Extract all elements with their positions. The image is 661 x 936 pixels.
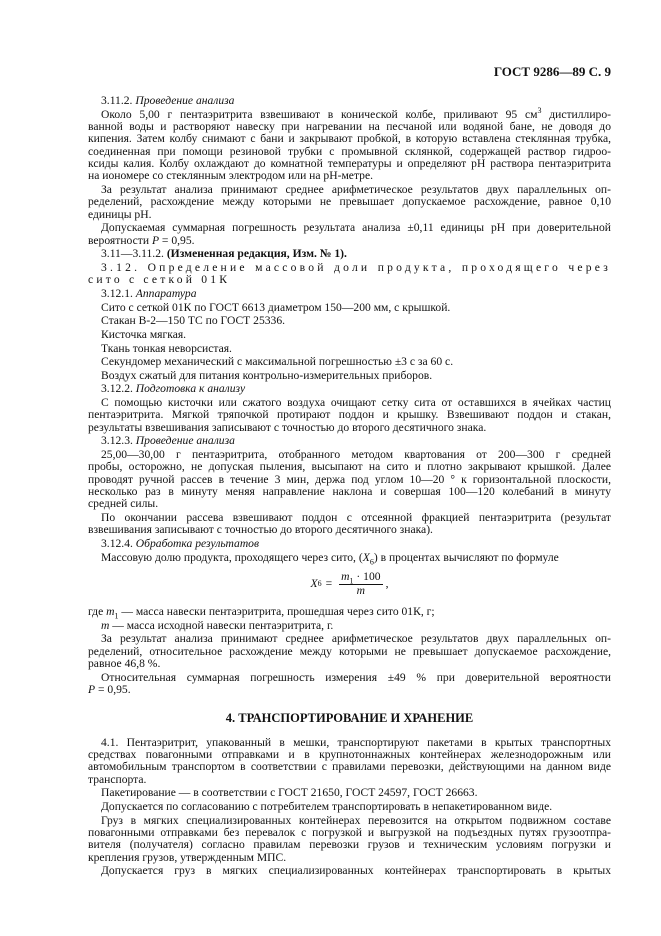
text-line bbox=[88, 801, 611, 813]
paragraph bbox=[88, 801, 611, 813]
text-segment: По окончании рассева взвешивают поддон с отсеянной фракцией пентаэритрита (результат bbox=[101, 511, 611, 525]
text-segment: ксиды калия. Колбу охлаждают до комнатной температуры и определяют pH раствора пентаэритрита bbox=[88, 157, 611, 171]
section-formula-legend bbox=[88, 606, 611, 696]
text-segment: пентаэритрита. Мягкой тряпочкой протирают поддон и крышку. Взвешивают поддон и стакан, bbox=[88, 408, 611, 422]
text-segment: соединенная при помощи резиновой трубки с промывной склянкой, содержащей раствор гидроо- bbox=[88, 144, 611, 158]
text-segment: 3.12.4. bbox=[101, 537, 136, 551]
text-segment: сито с сеткой 01К bbox=[88, 273, 231, 287]
text-line bbox=[88, 852, 611, 864]
text-line bbox=[88, 209, 611, 221]
text-segment: (Измененная редакция, Изм. № 1). bbox=[166, 247, 347, 261]
paragraph bbox=[88, 865, 611, 877]
text-line bbox=[88, 356, 611, 368]
paragraph bbox=[88, 302, 611, 314]
text-line bbox=[88, 95, 611, 107]
text-line bbox=[88, 302, 611, 314]
text-segment: Стакан В-2—150 ТС по ГОСТ 25336. bbox=[101, 314, 286, 328]
text-segment: Около 5,00 г пентаэритрита взвешивают в конической колбе, приливают 95 см bbox=[101, 107, 538, 121]
text-segment: Подготовка к анализу bbox=[135, 382, 246, 396]
paragraph bbox=[88, 95, 611, 107]
text-segment: — масса исходной навески пентаэритрита, г. bbox=[109, 618, 334, 632]
text-segment: 1 bbox=[114, 611, 119, 621]
text-segment: где bbox=[88, 605, 107, 619]
page-header: ГОСТ 9286—89 С. 9 bbox=[493, 64, 611, 79]
text-segment: средствах повагонными отправками и в крупнотоннажных контейнерах железнодорожным или bbox=[88, 748, 611, 761]
paragraph bbox=[88, 538, 611, 550]
formula-tail: , bbox=[385, 576, 389, 590]
text-segment: Сито с сеткой 01К по ГОСТ 6613 диаметром 150—200 мм, с крышкой. bbox=[101, 300, 451, 314]
paragraph bbox=[88, 222, 611, 247]
paragraph bbox=[88, 672, 611, 697]
paragraph bbox=[88, 737, 611, 786]
paragraph bbox=[88, 449, 611, 511]
text-line bbox=[88, 865, 611, 877]
text-line bbox=[88, 774, 611, 786]
text-segment: P bbox=[151, 233, 160, 247]
text-line bbox=[88, 498, 611, 510]
text-segment: Допускаемая суммарная погрешность результата анализа ±0,11 единицы pH при доверительной bbox=[101, 221, 611, 235]
text-segment: Допускается по согласованию с потребителем транспортировать в непакетированном виде. bbox=[101, 799, 553, 813]
text-segment: 3.11.2. bbox=[101, 94, 136, 107]
text-line bbox=[88, 646, 611, 658]
text-line bbox=[88, 672, 611, 684]
text-segment: равное 46,8 %. bbox=[88, 656, 161, 670]
text-line bbox=[88, 422, 611, 434]
formula-numerator bbox=[339, 571, 382, 584]
text-line bbox=[88, 658, 611, 670]
text-segment: Груз в мягких специализированных контейнерах перевозится на открытом подвижном составе bbox=[101, 813, 611, 827]
text-line bbox=[88, 435, 611, 447]
text-segment: Обработка результатов bbox=[135, 537, 260, 551]
text-segment: Массовую долю продукта, проходящего через сито, ( bbox=[101, 550, 363, 564]
numerator-var: m bbox=[341, 570, 350, 584]
paragraph bbox=[88, 605, 611, 621]
formula-fraction bbox=[339, 571, 382, 597]
text-segment: m bbox=[101, 618, 110, 632]
text-line bbox=[88, 684, 611, 696]
paragraph bbox=[88, 262, 611, 287]
text-segment: крепления грузов, утвержденным МПС. bbox=[88, 850, 287, 864]
text-line bbox=[88, 196, 611, 208]
paragraph bbox=[88, 397, 611, 434]
text-line bbox=[88, 538, 611, 550]
text-segment: Аппаратура bbox=[135, 286, 197, 300]
text-segment: взвешивания записывают с точностью до второго десятичного знака). bbox=[88, 523, 433, 537]
text-segment: ределений, расхождение между которыми не превышает допускаемое расхождение, равное 0,10 bbox=[88, 195, 611, 209]
text-segment: транспорта. bbox=[88, 772, 147, 786]
text-line bbox=[88, 524, 611, 536]
text-segment: Воздух сжатый для питания контрольно-измерительных приборов. bbox=[101, 368, 433, 382]
text-segment: Пакетирование — в соответствии с ГОСТ 21650, ГОСТ 24597, ГОСТ 26663. bbox=[101, 786, 478, 800]
text-line bbox=[88, 288, 611, 300]
paragraph bbox=[88, 512, 611, 537]
numerator-sub: 1 bbox=[349, 576, 354, 586]
text-segment: Относительная суммарная погрешность измерения ±49 % при доверительной вероятности bbox=[101, 670, 611, 684]
text-segment: 3.12. Определение массовой доли продукта, проходящего через bbox=[101, 260, 611, 274]
text-segment: проводят ручной рассев в течение 3 мин, держа под углом 10—20 ° к горизонтальной плоскости, bbox=[88, 472, 611, 486]
paragraph bbox=[88, 315, 611, 327]
text-line bbox=[88, 552, 611, 564]
text-segment: 6 bbox=[369, 556, 374, 566]
text-segment: Секундомер механический с максимальной погрешностью ±3 с за 60 с. bbox=[101, 355, 454, 369]
paragraph bbox=[88, 248, 611, 260]
text-segment: — масса навески пентаэритрита, прошедшая через сито 01К, г; bbox=[118, 605, 435, 619]
numerator-rest: · 100 bbox=[353, 570, 381, 584]
text-segment: ределений, относительное расхождение между которыми не превышает допускаемое расхождение, bbox=[88, 644, 611, 658]
paragraph bbox=[88, 105, 611, 183]
text-segment: средней силы. bbox=[88, 497, 159, 511]
text-segment: дистиллиро- bbox=[541, 107, 611, 121]
text-line bbox=[88, 343, 611, 355]
paragraph bbox=[88, 633, 611, 670]
text-line bbox=[88, 170, 611, 182]
text-segment: Проведение анализа bbox=[135, 434, 235, 448]
text-line bbox=[88, 370, 611, 382]
text-line bbox=[88, 761, 611, 773]
text-segment: автомобильным транспортом в соответствии с правилами перевозки, действующими на данном виде bbox=[88, 760, 611, 774]
paragraph bbox=[88, 288, 611, 300]
text-line bbox=[88, 235, 611, 247]
text-segment: повагонными отправками без перевалок с погрузкой и выгрузкой на подъездных путях грузоотпра- bbox=[88, 825, 611, 839]
text-segment: За результат анализа принимают среднее арифметическое результатов двух параллельных оп- bbox=[101, 183, 611, 196]
text-segment: 3.12.1. bbox=[101, 286, 136, 300]
text-line bbox=[88, 274, 611, 286]
text-line bbox=[88, 620, 611, 632]
text-segment: m bbox=[106, 605, 115, 619]
paragraph bbox=[88, 620, 611, 632]
text-segment: X bbox=[362, 550, 370, 564]
text-segment: вероятности bbox=[88, 233, 152, 247]
text-segment: Допускается груз в мягких специализированных контейнерах транспортировать в крытых bbox=[101, 864, 611, 878]
text-segment: 25,00—30,00 г пентаэритрита, отобранного методом квартования от 200—300 г средней bbox=[101, 448, 611, 462]
text-segment: Проведение анализа bbox=[135, 94, 235, 107]
section-4 bbox=[88, 737, 611, 878]
text-segment: Ткань тонкая неворсистая. bbox=[101, 341, 232, 355]
paragraph bbox=[88, 383, 611, 395]
formula-denominator: m bbox=[356, 583, 366, 597]
text-segment: вителя (получателя) согласно правилам перевозки грузов и техническим условиям погрузки и bbox=[88, 838, 611, 852]
text-segment: = 0,95. bbox=[159, 233, 195, 247]
text-segment: несколько раз в минуту меняя направление наклона и совершая 100—120 колебаний в минуту bbox=[88, 485, 611, 499]
text-segment: на иономере со стеклянным электродом или на pH-метре. bbox=[88, 169, 373, 183]
text-line bbox=[88, 605, 611, 621]
section-heading: 4. ТРАНСПОРТИРОВАНИЕ И ХРАНЕНИЕ bbox=[225, 711, 474, 726]
paragraph bbox=[88, 552, 611, 564]
text-line bbox=[88, 787, 611, 799]
text-segment: 3 bbox=[537, 105, 542, 115]
text-segment: 3.12.2. bbox=[101, 382, 136, 396]
text-line bbox=[88, 383, 611, 395]
paragraph bbox=[88, 329, 611, 341]
paragraph bbox=[88, 435, 611, 447]
text-segment: результаты взвешивания записывают с точностью до второго десятичного знака. bbox=[88, 420, 487, 434]
paragraph bbox=[88, 184, 611, 221]
text-line bbox=[88, 329, 611, 341]
text-segment: единицы pH. bbox=[88, 207, 152, 221]
section-3-11-3-12 bbox=[88, 95, 611, 564]
formula-lhs: X bbox=[310, 576, 318, 590]
text-segment: С помощью кисточки или сжатого воздуха очищают сетку сита от оставшихся в ячейках частиц bbox=[101, 396, 611, 410]
text-segment: ванной воды и растворяют навеску при нагревании на песчаной или водяной бане, не доводя до bbox=[88, 119, 611, 133]
text-line bbox=[88, 315, 611, 327]
text-segment: пробы, осторожно, не допуская пыления, высыпают на сито и плотно закрывают крышкой. Далее bbox=[88, 460, 611, 474]
text-segment: Кисточка мягкая. bbox=[101, 327, 187, 341]
paragraph bbox=[88, 815, 611, 864]
document-body bbox=[88, 95, 611, 879]
paragraph bbox=[88, 787, 611, 799]
paragraph bbox=[88, 343, 611, 355]
text-segment: кипения. Затем колбу снимают с бани и закрывают пробкой, в которую вставлена стеклянная трубка, bbox=[88, 132, 611, 146]
text-line bbox=[88, 248, 611, 260]
text-line bbox=[88, 486, 611, 498]
paragraph bbox=[88, 370, 611, 382]
text-segment: P bbox=[88, 682, 96, 696]
text-segment: = 0,95. bbox=[95, 682, 131, 696]
formula-eq: = bbox=[325, 576, 333, 590]
text-segment: ) в процентах вычисляют по формуле bbox=[373, 550, 559, 564]
text-segment: 3.12.3. bbox=[101, 434, 136, 448]
text-segment: 4.1. Пентаэритрит, упакованный в мешки, транспортируют пакетами в крытых транспортных bbox=[101, 735, 611, 749]
text-segment: За результат анализа принимают среднее арифметическое результатов двух параллельных оп- bbox=[101, 632, 611, 646]
text-segment: 3.11—3.11.2. bbox=[101, 247, 167, 261]
formula: X 6 = $\frac{m_1 \cdot 100}{m}$ , bbox=[310, 570, 389, 597]
paragraph bbox=[88, 356, 611, 368]
